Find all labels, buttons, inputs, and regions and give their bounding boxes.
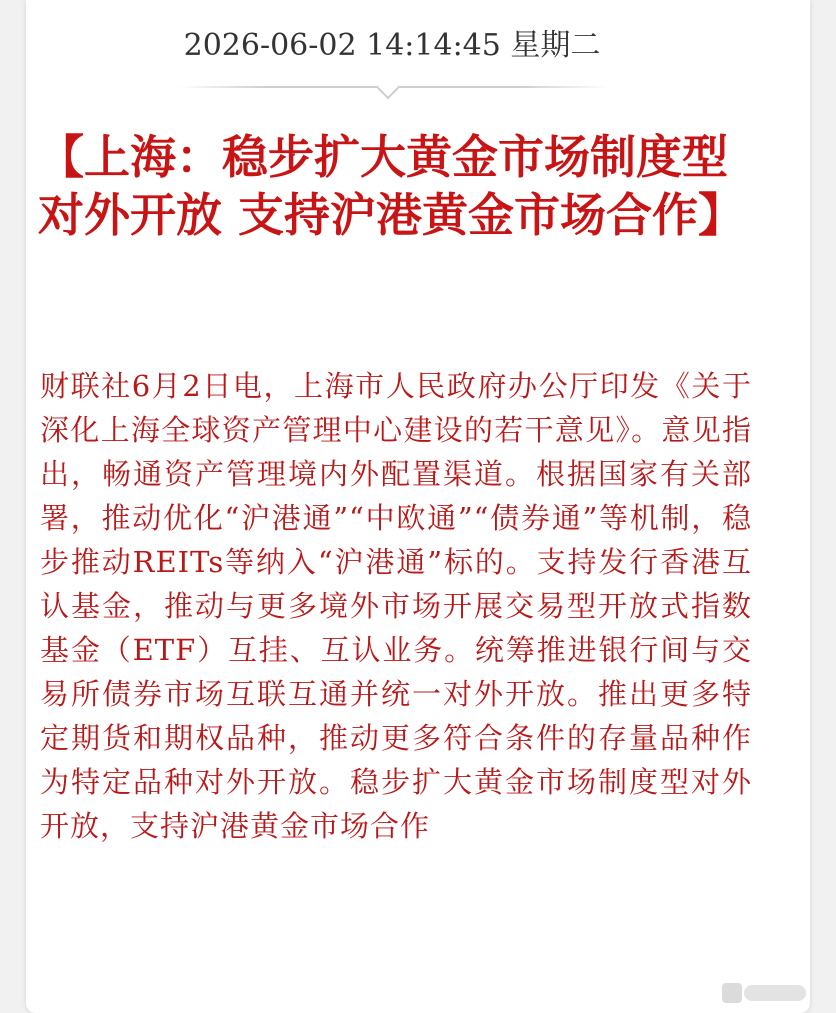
article-timestamp: 2026-06-02 14:14:45 星期二 (183, 28, 601, 63)
watermark-logo-icon (722, 983, 742, 1003)
article-headline: 【上海：稳步扩大黄金市场制度型对外开放 支持沪港黄金市场合作】 (38, 130, 745, 242)
watermark (722, 983, 806, 1003)
article-body: 财联社6月2日电，上海市人民政府办公厅印发《关于深化上海全球资产管理中心建设的若干意见》。意见指出，畅通资产管理境内外配置渠道。根据国家有关部署，推动优化“沪港通”“中欧通”“债券通”等机制，稳步推动REITs等纳入“沪港通”标的。支持发行香港互认基金，推动与更多境外市场开展交易型开放式指数基金（ETF）互挂、互认业务。统筹推进银行间与交易所债券市场互联互通并统一对外开放。推出更多特定期货和期权品种，推动更多符合条件的存量品种作为特定品种对外开放。稳步扩大黄金市场制度型对外开放，支持沪港黄金市场合作 (40, 369, 752, 843)
watermark-mark (744, 985, 806, 1001)
